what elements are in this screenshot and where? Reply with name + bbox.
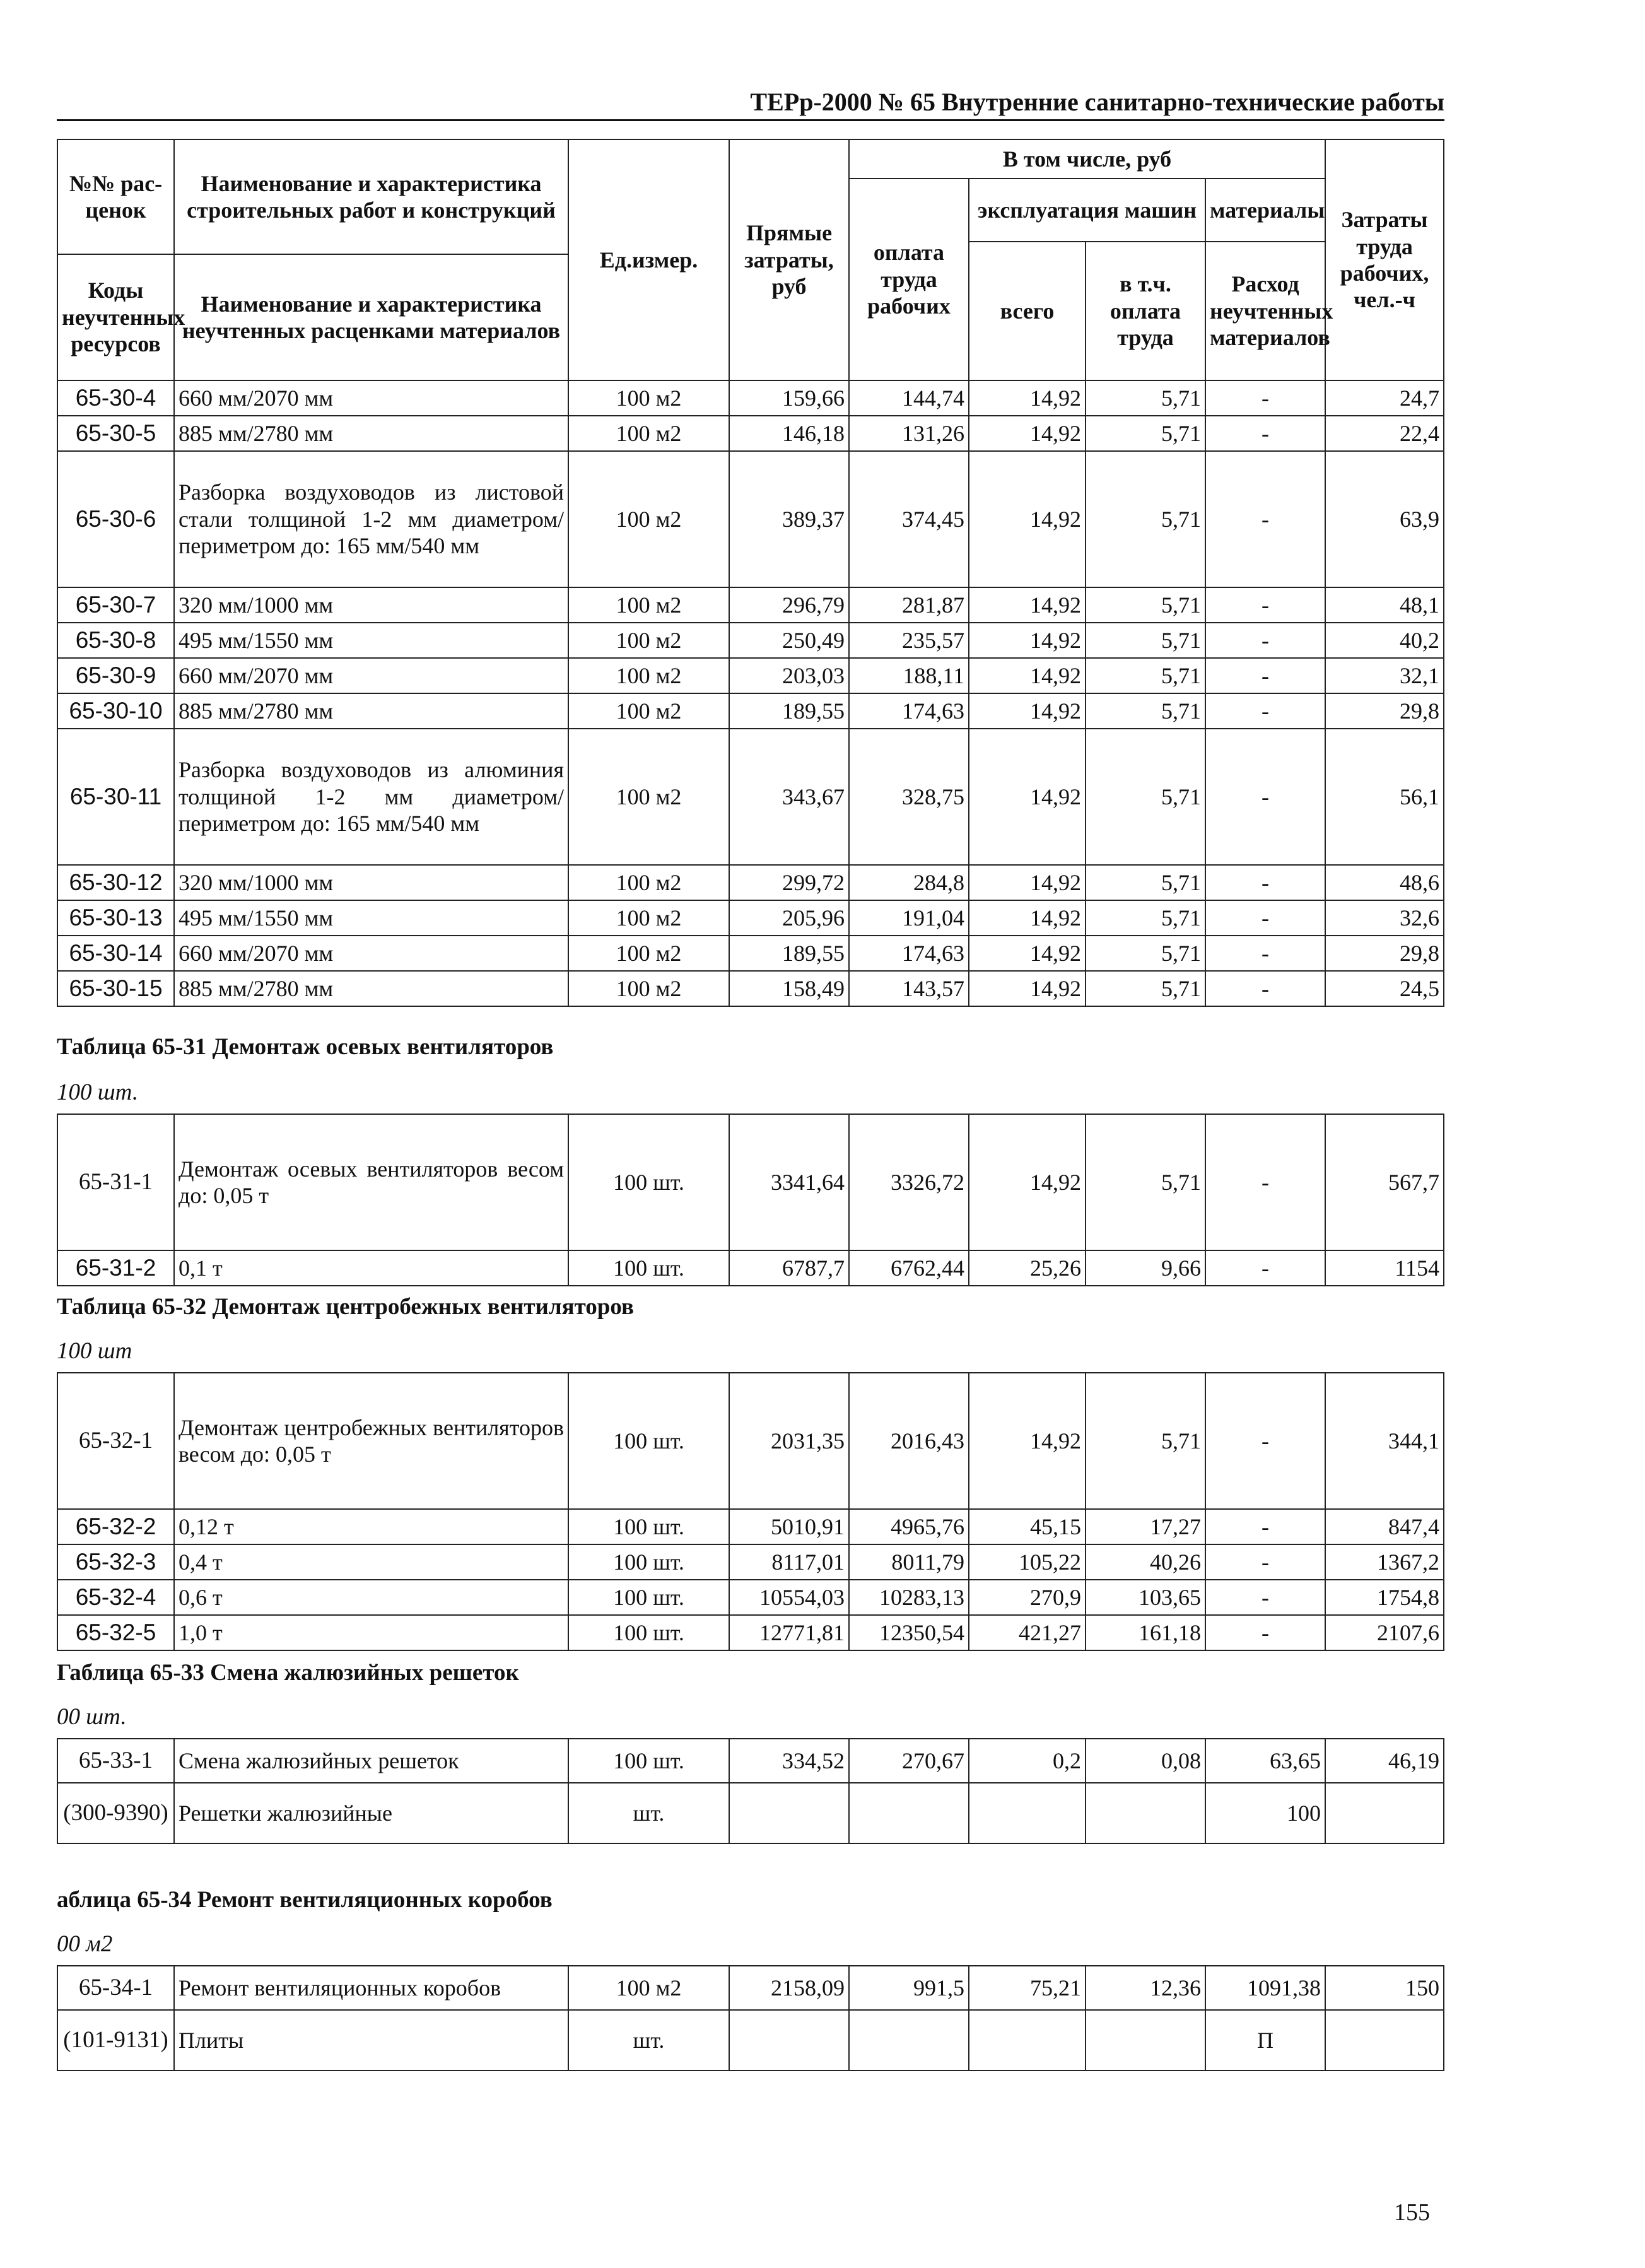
table-row — [57, 658, 1444, 693]
labor: 1754,8 — [1325, 1580, 1444, 1615]
unit: 100 шт. — [568, 1509, 729, 1544]
unit: 100 м2 — [568, 865, 729, 900]
machines-total: 105,22 — [969, 1544, 1086, 1580]
header-machines: эксплуатация машин — [969, 179, 1205, 242]
rate-code: 65-30-15 — [57, 971, 174, 1006]
rates-table-65-34 — [57, 1965, 1444, 2071]
table-65-33-caption: Габлица 65-33 Смена жалюзийных решеток — [57, 1660, 519, 1686]
wage: 191,04 — [849, 900, 969, 936]
machines-wage: 5,71 — [1086, 1373, 1205, 1509]
rate-code: 65-30-14 — [57, 936, 174, 971]
direct-costs: 2031,35 — [729, 1373, 849, 1509]
header-name: Наименование и характеристика строительных работ и конструкций — [174, 139, 568, 254]
resource-unit: шт. — [568, 2010, 729, 2071]
work-name: 320 мм/1000 мм — [174, 587, 568, 623]
table-row — [57, 971, 1444, 1006]
table-row — [57, 380, 1444, 416]
materials: - — [1205, 451, 1325, 587]
materials: - — [1205, 587, 1325, 623]
labor: 344,1 — [1325, 1373, 1444, 1509]
rate-code: 65-33-1 — [57, 1739, 174, 1783]
work-name: Разборка воздуховодов из листовой стали толщиной 1-2 мм диаметром/периметром до: 165 мм/540 мм — [174, 451, 568, 587]
wage: 174,63 — [849, 693, 969, 729]
machines-wage: 5,71 — [1086, 865, 1205, 900]
rate-code: 65-30-5 — [57, 416, 174, 451]
machines-wage: 5,71 — [1086, 693, 1205, 729]
direct-costs: 189,55 — [729, 936, 849, 971]
materials: - — [1205, 865, 1325, 900]
rate-code: 65-30-13 — [57, 900, 174, 936]
machines-wage: 5,71 — [1086, 936, 1205, 971]
machines-wage: 5,71 — [1086, 971, 1205, 1006]
unit: 100 м2 — [568, 658, 729, 693]
materials: - — [1205, 693, 1325, 729]
direct-costs: 389,37 — [729, 451, 849, 587]
table-row-resource — [57, 2010, 1444, 2071]
unit: 100 м2 — [568, 693, 729, 729]
machines-wage: 5,71 — [1086, 658, 1205, 693]
work-name: 885 мм/2780 мм — [174, 693, 568, 729]
rates-table-65-31 — [57, 1113, 1444, 1286]
table-row — [57, 936, 1444, 971]
machines-total: 14,92 — [969, 729, 1086, 865]
direct-costs: 2158,09 — [729, 1966, 849, 2010]
machines-wage: 5,71 — [1086, 1114, 1205, 1250]
unit: 100 шт. — [568, 1250, 729, 1286]
machines-total: 14,92 — [969, 587, 1086, 623]
materials: - — [1205, 1114, 1325, 1250]
materials: - — [1205, 729, 1325, 865]
wage: 144,74 — [849, 380, 969, 416]
rate-code: 65-30-7 — [57, 587, 174, 623]
direct-costs: 250,49 — [729, 623, 849, 658]
machines-total: 14,92 — [969, 936, 1086, 971]
table-row — [57, 865, 1444, 900]
labor: 29,8 — [1325, 693, 1444, 729]
machines-wage: 5,71 — [1086, 729, 1205, 865]
work-name: 495 мм/1550 мм — [174, 900, 568, 936]
machines-total: 25,26 — [969, 1250, 1086, 1286]
direct-costs: 158,49 — [729, 971, 849, 1006]
rate-code: 65-30-9 — [57, 658, 174, 693]
work-name: Смена жалюзийных решеток — [174, 1739, 568, 1783]
wage: 3326,72 — [849, 1114, 969, 1250]
unit: 100 шт. — [568, 1615, 729, 1650]
table-65-32-caption: Таблица 65-32 Демонтаж центробежных вентиляторов — [57, 1294, 634, 1320]
rate-code: 65-32-5 — [57, 1615, 174, 1650]
machines-total: 14,92 — [969, 658, 1086, 693]
table-row — [57, 1373, 1444, 1509]
machines-wage: 103,65 — [1086, 1580, 1205, 1615]
work-name: 0,12 т — [174, 1509, 568, 1544]
rate-code: 65-31-1 — [57, 1114, 174, 1250]
labor: 847,4 — [1325, 1509, 1444, 1544]
machines-total: 14,92 — [969, 900, 1086, 936]
header-unit: Ед.измер. — [568, 139, 729, 380]
header-direct-costs: Прямые затраты, руб — [729, 139, 849, 380]
labor: 150 — [1325, 1966, 1444, 2010]
machines-wage: 5,71 — [1086, 900, 1205, 936]
machines-total: 14,92 — [969, 623, 1086, 658]
table-row — [57, 729, 1444, 865]
table-65-33-unit: 00 шт. — [57, 1704, 127, 1730]
work-name: Демонтаж центробежных вентиляторов весом до: 0,05 т — [174, 1373, 568, 1509]
machines-wage: 9,66 — [1086, 1250, 1205, 1286]
rate-code: 65-32-4 — [57, 1580, 174, 1615]
page-number: 155 — [1394, 2199, 1430, 2226]
wage: 131,26 — [849, 416, 969, 451]
table-row — [57, 1966, 1444, 2010]
table-row — [57, 1739, 1444, 1783]
direct-costs: 8117,01 — [729, 1544, 849, 1580]
wage: 991,5 — [849, 1966, 969, 2010]
materials: - — [1205, 1373, 1325, 1509]
unit: 100 м2 — [568, 451, 729, 587]
unit: 100 м2 — [568, 1966, 729, 2010]
work-name: 660 мм/2070 мм — [174, 380, 568, 416]
table-65-31-unit: 100 шт. — [57, 1079, 139, 1105]
materials: - — [1205, 900, 1325, 936]
table-row — [57, 900, 1444, 936]
wage: 174,63 — [849, 936, 969, 971]
machines-total: 14,92 — [969, 416, 1086, 451]
rate-code: 65-32-3 — [57, 1544, 174, 1580]
rates-table-65-30 — [57, 139, 1444, 1007]
work-name: 660 мм/2070 мм — [174, 658, 568, 693]
machines-total: 14,92 — [969, 865, 1086, 900]
wage: 188,11 — [849, 658, 969, 693]
machines-wage: 5,71 — [1086, 623, 1205, 658]
header-including: В том числе, руб — [849, 139, 1325, 179]
machines-wage: 5,71 — [1086, 416, 1205, 451]
rates-table-65-32 — [57, 1372, 1444, 1651]
table-row — [57, 587, 1444, 623]
direct-costs: 12771,81 — [729, 1615, 849, 1650]
wage: 8011,79 — [849, 1544, 969, 1580]
labor: 24,7 — [1325, 380, 1444, 416]
table-65-32-unit: 100 шт — [57, 1338, 132, 1364]
unit: 100 м2 — [568, 380, 729, 416]
wage: 270,67 — [849, 1739, 969, 1783]
work-name: Разборка воздуховодов из алюминия толщиной 1-2 мм диаметром/периметром до: 165 мм/540 мм — [174, 729, 568, 865]
table-65-34-unit: 00 м2 — [57, 1931, 113, 1957]
work-name: 660 мм/2070 мм — [174, 936, 568, 971]
machines-total: 0,2 — [969, 1739, 1086, 1783]
materials: - — [1205, 1580, 1325, 1615]
labor: 56,1 — [1325, 729, 1444, 865]
labor: 1154 — [1325, 1250, 1444, 1286]
resource-qty: П — [1205, 2010, 1325, 2071]
work-name: 0,4 т — [174, 1544, 568, 1580]
header-resource-code: Коды неучтенных ресурсов — [57, 254, 174, 380]
wage: 2016,43 — [849, 1373, 969, 1509]
machines-total: 14,92 — [969, 971, 1086, 1006]
wage: 328,75 — [849, 729, 969, 865]
rate-code: 65-30-10 — [57, 693, 174, 729]
direct-costs: 189,55 — [729, 693, 849, 729]
table-row — [57, 1580, 1444, 1615]
machines-wage: 161,18 — [1086, 1615, 1205, 1650]
unit: 100 шт. — [568, 1580, 729, 1615]
work-name: 0,6 т — [174, 1580, 568, 1615]
materials: - — [1205, 971, 1325, 1006]
machines-total: 45,15 — [969, 1509, 1086, 1544]
labor: 22,4 — [1325, 416, 1444, 451]
table-row-resource — [57, 1783, 1444, 1843]
machines-wage: 5,71 — [1086, 451, 1205, 587]
materials: - — [1205, 1615, 1325, 1650]
header-labor: Затраты труда рабочих, чел.-ч — [1325, 139, 1444, 380]
table-row — [57, 451, 1444, 587]
rate-code: 65-30-12 — [57, 865, 174, 900]
table-row — [57, 1509, 1444, 1544]
direct-costs: 296,79 — [729, 587, 849, 623]
resource-code: (101-9131) — [57, 2010, 174, 2071]
rate-code: 65-31-2 — [57, 1250, 174, 1286]
materials: - — [1205, 1509, 1325, 1544]
header-resource-qty: Расход неучтенных материалов — [1205, 242, 1325, 380]
table-row — [57, 693, 1444, 729]
table-row — [57, 1544, 1444, 1580]
materials: 1091,38 — [1205, 1966, 1325, 2010]
running-head: ТЕРр-2000 № 65 Внутренние санитарно-технические работы — [57, 87, 1444, 121]
header-materials: материалы — [1205, 179, 1325, 242]
wage: 4965,76 — [849, 1509, 969, 1544]
materials: - — [1205, 658, 1325, 693]
materials: - — [1205, 1250, 1325, 1286]
machines-wage: 12,36 — [1086, 1966, 1205, 2010]
wage: 6762,44 — [849, 1250, 969, 1286]
wage: 284,8 — [849, 865, 969, 900]
machines-wage: 5,71 — [1086, 587, 1205, 623]
direct-costs: 3341,64 — [729, 1114, 849, 1250]
machines-wage: 0,08 — [1086, 1739, 1205, 1783]
table-65-34-caption: аблица 65-34 Ремонт вентиляционных коробов — [57, 1887, 553, 1913]
header-resource-name: Наименование и характеристика неучтенных расценками материалов — [174, 254, 568, 380]
resource-qty: 100 — [1205, 1783, 1325, 1843]
table-row — [57, 1250, 1444, 1286]
unit: 100 м2 — [568, 936, 729, 971]
rate-code: 65-30-4 — [57, 380, 174, 416]
labor: 567,7 — [1325, 1114, 1444, 1250]
labor: 63,9 — [1325, 451, 1444, 587]
wage: 12350,54 — [849, 1615, 969, 1650]
machines-total: 14,92 — [969, 1114, 1086, 1250]
direct-costs: 334,52 — [729, 1739, 849, 1783]
rate-code: 65-34-1 — [57, 1966, 174, 2010]
labor: 1367,2 — [1325, 1544, 1444, 1580]
resource-code: (300-9390) — [57, 1783, 174, 1843]
materials: - — [1205, 623, 1325, 658]
table-row — [57, 1615, 1444, 1650]
direct-costs: 159,66 — [729, 380, 849, 416]
work-name: 885 мм/2780 мм — [174, 971, 568, 1006]
unit: 100 шт. — [568, 1114, 729, 1250]
wage: 235,57 — [849, 623, 969, 658]
unit: 100 м2 — [568, 416, 729, 451]
unit: 100 м2 — [568, 623, 729, 658]
unit: 100 м2 — [568, 587, 729, 623]
machines-total: 14,92 — [969, 693, 1086, 729]
header-code: №№ рас-ценок — [57, 139, 174, 254]
direct-costs: 343,67 — [729, 729, 849, 865]
machines-total: 14,92 — [969, 451, 1086, 587]
table-row — [57, 416, 1444, 451]
direct-costs: 203,03 — [729, 658, 849, 693]
labor: 29,8 — [1325, 936, 1444, 971]
work-name: 885 мм/2780 мм — [174, 416, 568, 451]
work-name: 1,0 т — [174, 1615, 568, 1650]
direct-costs: 205,96 — [729, 900, 849, 936]
labor: 2107,6 — [1325, 1615, 1444, 1650]
work-name: 320 мм/1000 мм — [174, 865, 568, 900]
unit: 100 шт. — [568, 1739, 729, 1783]
labor: 32,6 — [1325, 900, 1444, 936]
header-machines-total: всего — [969, 242, 1086, 380]
machines-total: 14,92 — [969, 1373, 1086, 1509]
unit: 100 м2 — [568, 971, 729, 1006]
table-row — [57, 623, 1444, 658]
wage: 281,87 — [849, 587, 969, 623]
labor: 48,1 — [1325, 587, 1444, 623]
materials: 63,65 — [1205, 1739, 1325, 1783]
wage: 143,57 — [849, 971, 969, 1006]
rate-code: 65-30-8 — [57, 623, 174, 658]
machines-wage: 5,71 — [1086, 380, 1205, 416]
work-name: Демонтаж осевых вентиляторов весом до: 0,05 т — [174, 1114, 568, 1250]
unit: 100 м2 — [568, 729, 729, 865]
header-wage: оплата труда рабочих — [849, 179, 969, 380]
materials: - — [1205, 416, 1325, 451]
unit: 100 шт. — [568, 1544, 729, 1580]
rate-code: 65-30-6 — [57, 451, 174, 587]
direct-costs: 6787,7 — [729, 1250, 849, 1286]
unit: 100 м2 — [568, 900, 729, 936]
machines-total: 14,92 — [969, 380, 1086, 416]
work-name: 495 мм/1550 мм — [174, 623, 568, 658]
direct-costs: 146,18 — [729, 416, 849, 451]
labor: 32,1 — [1325, 658, 1444, 693]
labor: 48,6 — [1325, 865, 1444, 900]
work-name: Ремонт вентиляционных коробов — [174, 1966, 568, 2010]
resource-unit: шт. — [568, 1783, 729, 1843]
resource-name: Решетки жалюзийные — [174, 1783, 568, 1843]
machines-total: 421,27 — [969, 1615, 1086, 1650]
machines-wage: 40,26 — [1086, 1544, 1205, 1580]
header-machines-wage: в т.ч. оплата труда — [1086, 242, 1205, 380]
direct-costs: 299,72 — [729, 865, 849, 900]
machines-total: 75,21 — [969, 1966, 1086, 2010]
rate-code: 65-32-2 — [57, 1509, 174, 1544]
table-65-31-caption: Таблица 65-31 Демонтаж осевых вентиляторов — [57, 1034, 554, 1060]
unit: 100 шт. — [568, 1373, 729, 1509]
wage: 10283,13 — [849, 1580, 969, 1615]
rates-table-65-33 — [57, 1738, 1444, 1844]
labor: 46,19 — [1325, 1739, 1444, 1783]
resource-name: Плиты — [174, 2010, 568, 2071]
machines-total: 270,9 — [969, 1580, 1086, 1615]
rate-code: 65-32-1 — [57, 1373, 174, 1509]
rate-code: 65-30-11 — [57, 729, 174, 865]
work-name: 0,1 т — [174, 1250, 568, 1286]
materials: - — [1205, 1544, 1325, 1580]
materials: - — [1205, 380, 1325, 416]
table-row — [57, 1114, 1444, 1250]
direct-costs: 5010,91 — [729, 1509, 849, 1544]
wage: 374,45 — [849, 451, 969, 587]
labor: 24,5 — [1325, 971, 1444, 1006]
direct-costs: 10554,03 — [729, 1580, 849, 1615]
materials: - — [1205, 936, 1325, 971]
machines-wage: 17,27 — [1086, 1509, 1205, 1544]
labor: 40,2 — [1325, 623, 1444, 658]
